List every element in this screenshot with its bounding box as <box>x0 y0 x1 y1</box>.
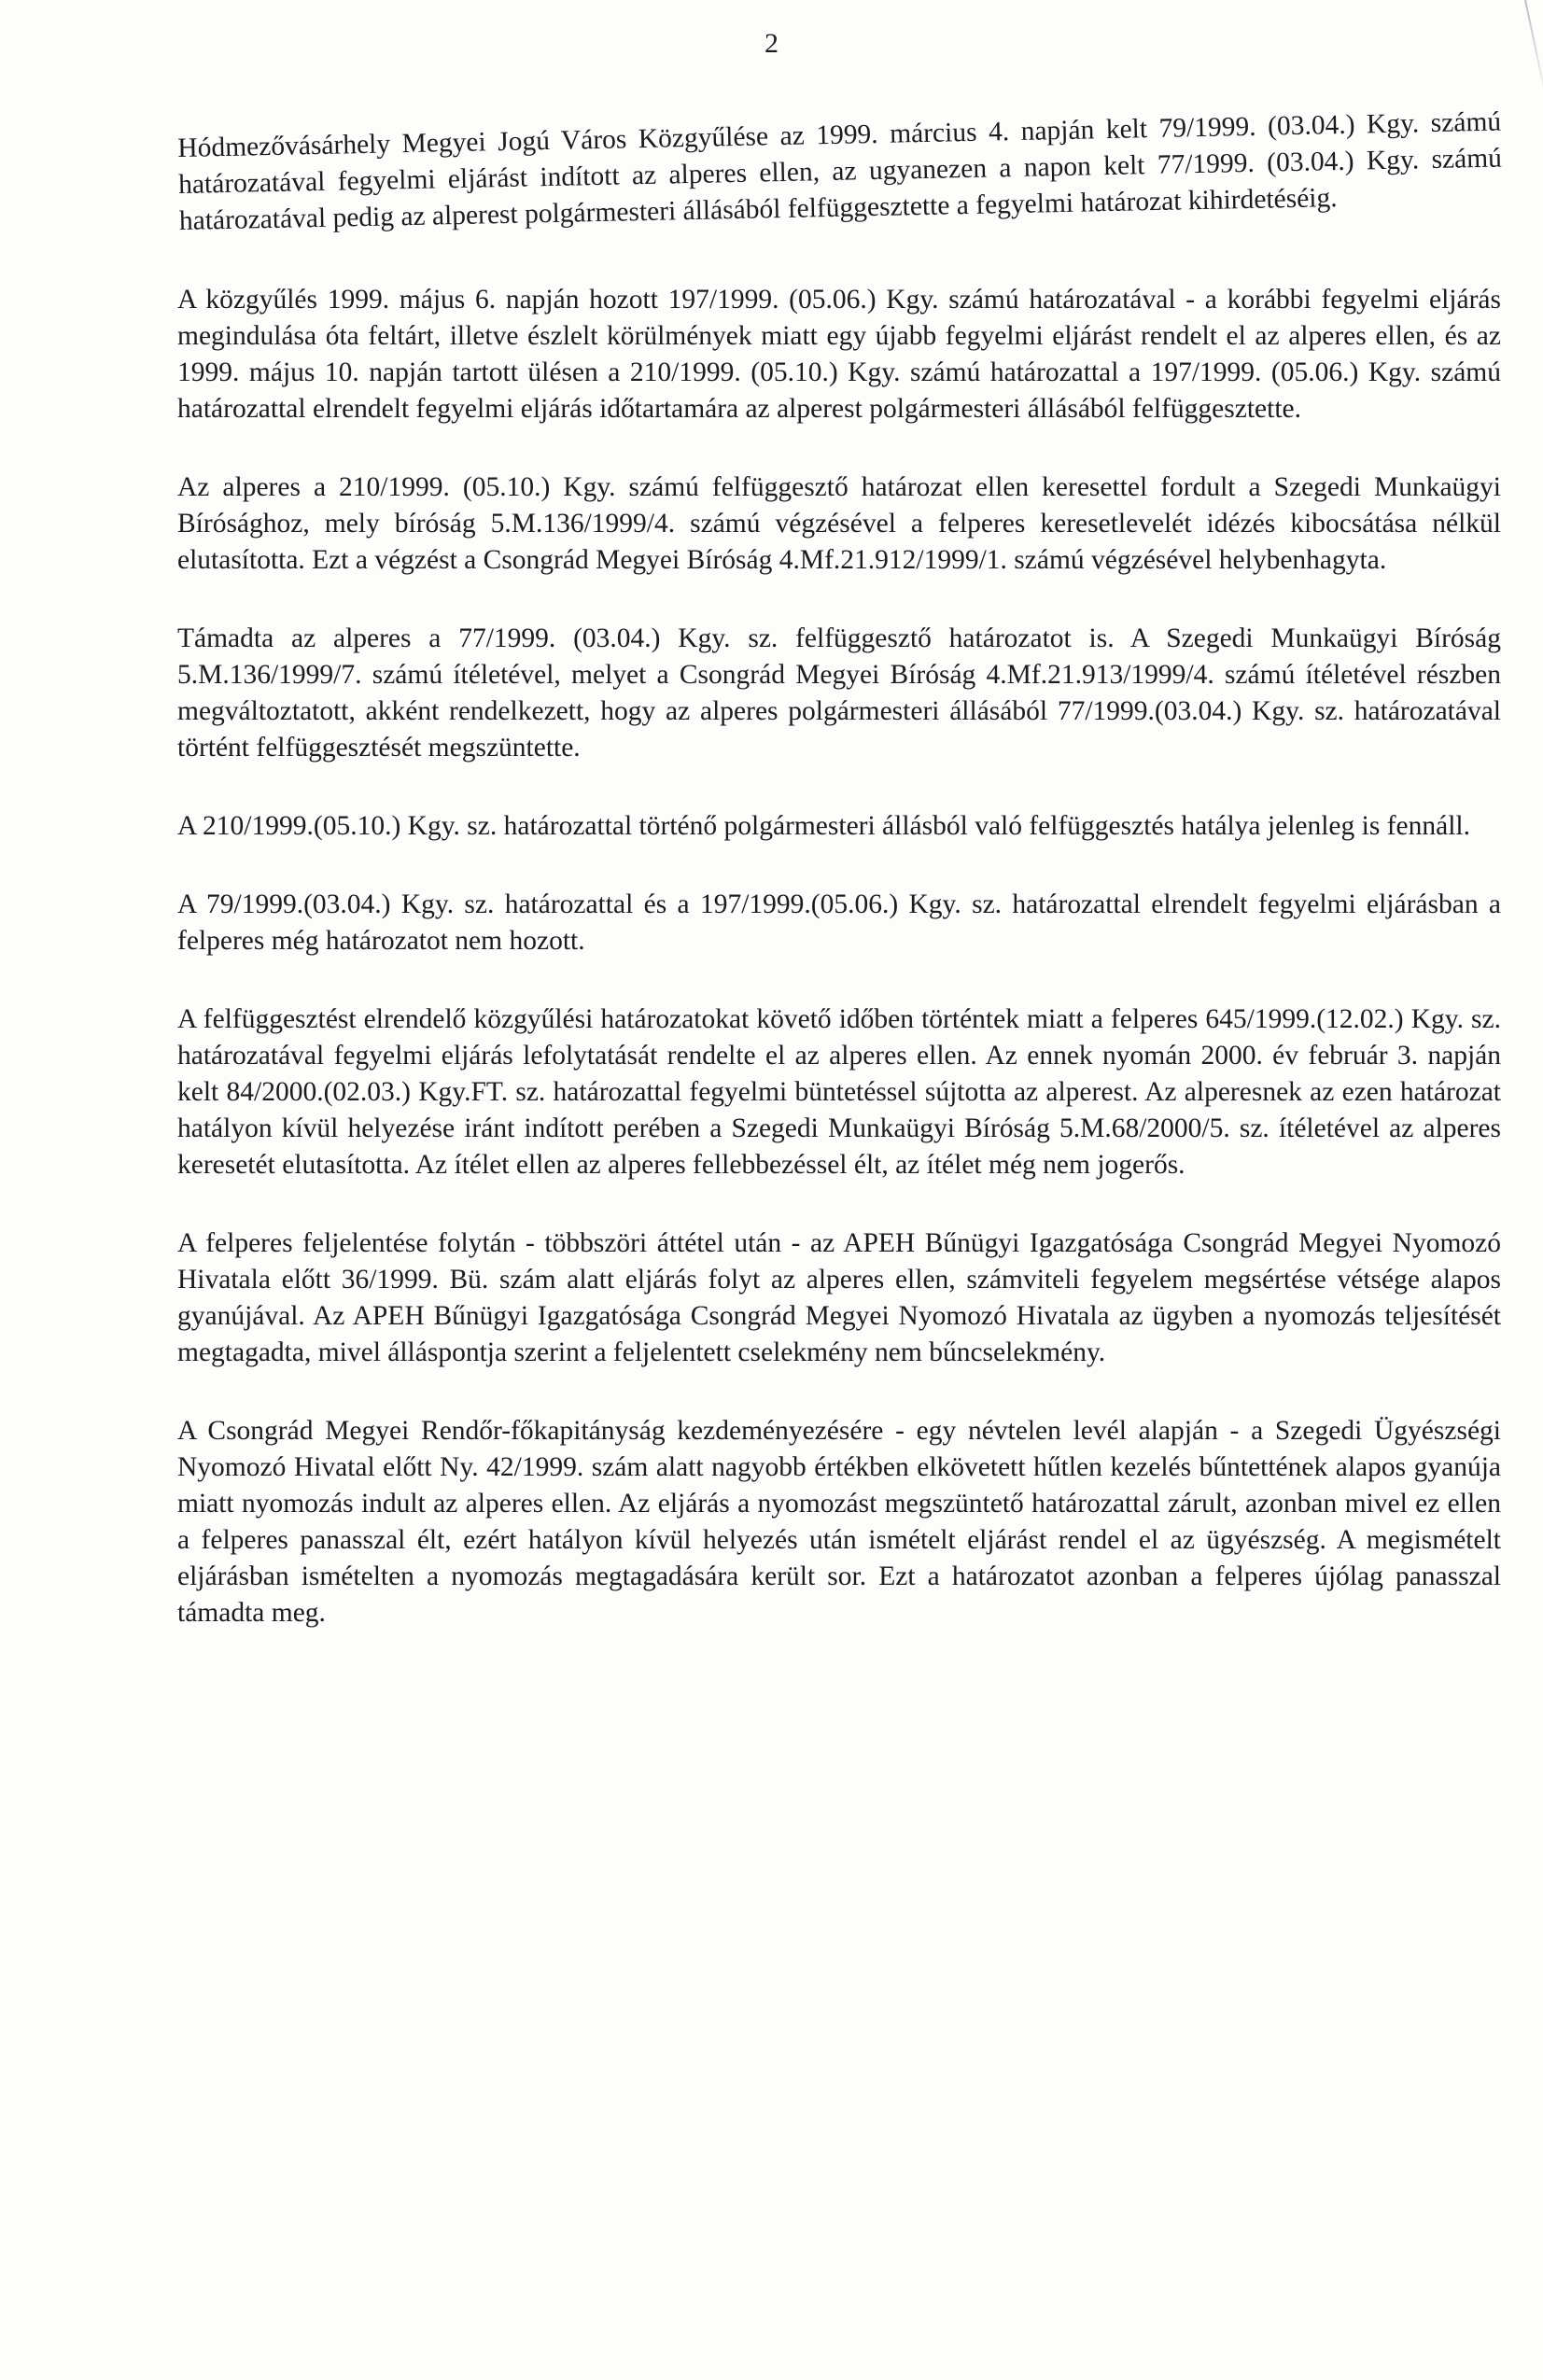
paragraph-2: A közgyűlés 1999. május 6. napján hozott 197/1999. (05.06.) Kgy. számú határozatával - a korábbi fegyelmi eljárás megindulása óta feltárt, illetve észlelt körülmények miatt egy újabb fegyelmi eljárást rendelt el az alperes ellen, és az 1999. május 10. napján tartott ülésen a 210/1999. (05.10.) Kgy. számú határozattal a 197/1999. (05.06.) Kgy. számú határozattal elrendelt fegyelmi eljárás időtartamára az alperest polgármesteri állásából felfüggesztette. <box>177 285 1501 424</box>
paragraph-6: A 79/1999.(03.04.) Kgy. sz. határozattal és a 197/1999.(05.06.) Kgy. sz. határozattal elrendelt fegyelmi eljárásban a felperes még határozatot nem hozott. <box>177 889 1501 956</box>
page-number: 2 <box>764 28 779 59</box>
paragraph-4: Támadta az alperes a 77/1999. (03.04.) Kgy. sz. felfüggesztő határozatot is. A Szegedi Munkaügyi Bíróság 5.M.136/1999/7. számú ítéletével, melyet a Csongrád Megyei Bíróság 4.Mf.21.913/1999/4. számú ítéletével részben megváltoztatott, akként rendelkezett, hogy az alperes polgármesteri állásából 77/1999.(03.04.) Kgy. sz. határozatával történt felfüggesztését megszüntette. <box>177 623 1501 763</box>
paragraph-9: A Csongrád Megyei Rendőr-főkapitányság kezdeményezésére - egy névtelen levél alapján - a Szegedi Ügyészségi Nyomozó Hivatal előtt Ny. 42/1999. szám alatt nagyobb értékben elkövetett hűtlen kezelés bűntettének alapos gyanúja miatt nyomozás indult az alperes ellen. Az eljárás a nyomozást megszüntető határozattal zárult, azonban mivel ez ellen a felperes panasszal élt, ezért hatályon kívül helyezés után ismételt eljárást rendel el az ügyészség. A megismételt eljárásban ismételten a nyomozás megtagadására került sor. Ezt a határozatot azonban a felperes újólag panasszal támadta meg. <box>177 1416 1501 1628</box>
document-body <box>177 106 1503 1673</box>
paragraph-5: A 210/1999.(05.10.) Kgy. sz. határozattal történő polgármesteri állásból való felfüggesztés hatálya jelenleg is fennáll. <box>177 811 1470 841</box>
paragraph-1: Hódmezővásárhely Megyei Jogú Város Közgyűlése az 1999. március 4. napján kelt 79/1999. (03.04.) Kgy. számú határozatával fegyelmi eljárást indított az alperes ellen, az ugyanezen a napon kelt 77/1999. (03.04.) Kgy. számú határozatával pedig az alperest polgármesteri állásából felfüggesztette a fegyelmi határozat kihirdetéséig. <box>177 106 1503 236</box>
paragraph-7: A felfüggesztést elrendelő közgyűlési határozatokat követő időben történtek miatt a felperes 645/1999.(12.02.) Kgy. sz. határozatával fegyelmi eljárás lefolytatását rendelte el az alperes ellen. Az ennek nyomán 2000. év február 3. napján kelt 84/2000.(02.03.) Kgy.FT. sz. határozattal fegyelmi büntetéssel sújtotta az alperest. Az alperesnek az ezen határozat hatályon kívül helyezése iránt indított perében a Szegedi Munkaügyi Bíróság 5.M.68/2000/5. sz. ítéletével az alperes keresetét elutasította. Az ítélet ellen az alperes fellebbezéssel élt, az ítélet még nem jogerős. <box>177 1004 1501 1180</box>
paragraph-8: A felperes feljelentése folytán - többszöri áttétel után - az APEH Bűnügyi Igazgatósága Csongrád Megyei Nyomozó Hivatala előtt 36/1999. Bü. szám alatt eljárás folyt az alperes ellen, számviteli fegyelem megsértése vétsége alapos gyanújával. Az APEH Bűnügyi Igazgatósága Csongrád Megyei Nyomozó Hivatala az ügyben a nyomozás teljesítését megtagadta, mivel álláspontja szerint a feljelentett cselekmény nem bűncselekmény. <box>177 1228 1501 1367</box>
paragraph-3: Az alperes a 210/1999. (05.10.) Kgy. számú felfüggesztő határozat ellen keresettel fordult a Szegedi Munkaügyi Bírósághoz, mely bíróság 5.M.136/1999/4. számú végzésével a felperes keresetlevelét idézés kibocsátása nélkül elutasította. Ezt a végzést a Csongrád Megyei Bíróság 4.Mf.21.912/1999/1. számú végzésével helybenhagyta. <box>177 472 1501 575</box>
